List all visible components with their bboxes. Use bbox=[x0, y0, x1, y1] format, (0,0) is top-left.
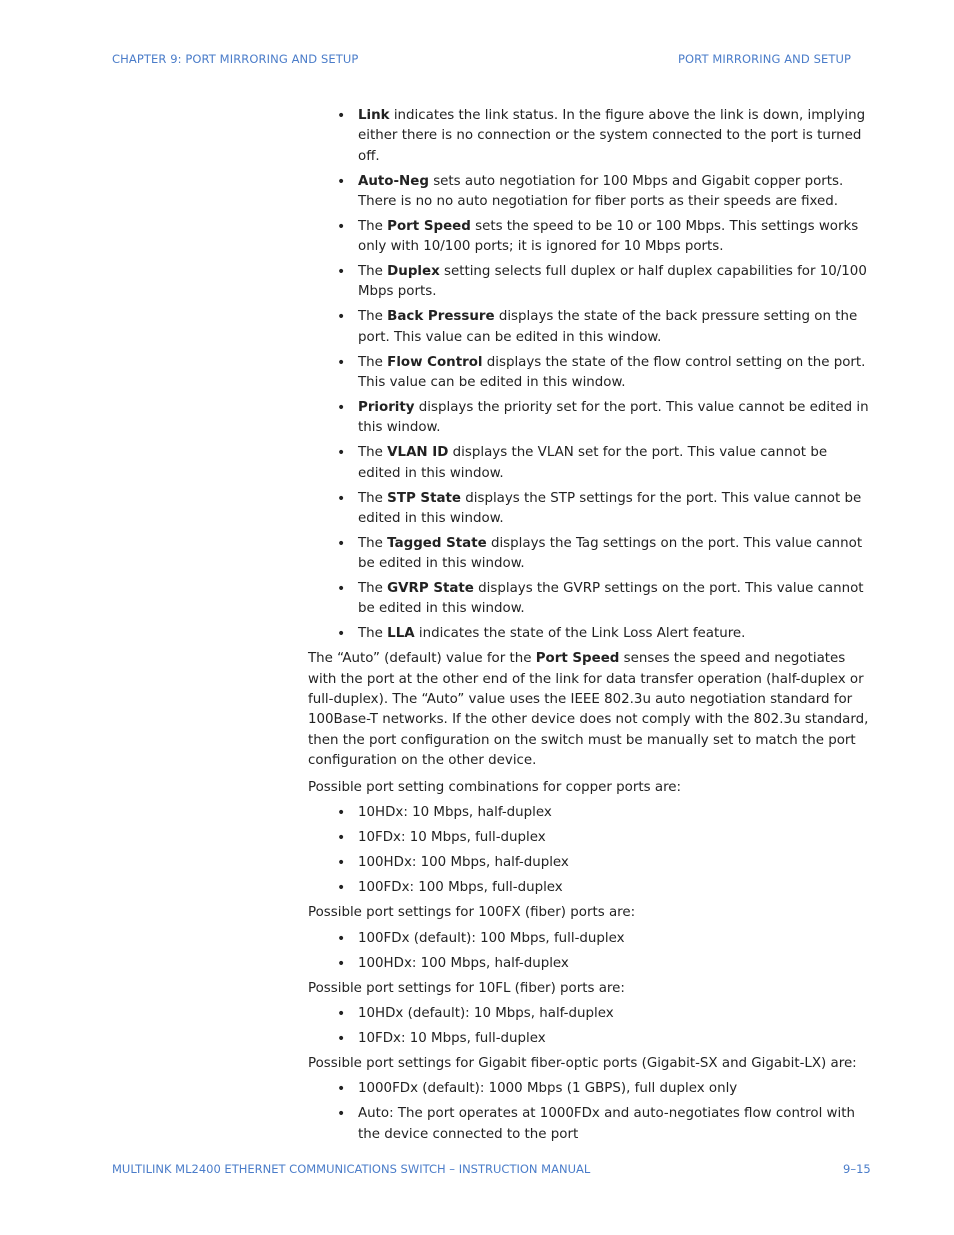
fiber10-intro: Possible port settings for 10FL (fiber) ports are: bbox=[308, 980, 625, 996]
fiber10-settings-list bbox=[308, 1004, 870, 1049]
list-item: • The Duplex setting selects full duplex or half duplex capabilities for 10/100 Mbps ports. bbox=[308, 262, 870, 303]
list-item: • The LLA indicates the state of the Link Loss Alert feature. bbox=[308, 624, 870, 644]
list-item: • The GVRP State displays the GVRP settings on the port. This value cannot be edited in this window. bbox=[308, 579, 870, 620]
list-item: • The Port Speed sets the speed to be 10 or 100 Mbps. This settings works only with 10/100 ports; it is ignored for 10 Mbps ports. bbox=[308, 217, 870, 258]
gigabit-intro: Possible port settings for Gigabit fiber-optic ports (Gigabit-SX and Gigabit-LX) are: bbox=[308, 1055, 857, 1071]
list-item: • 100FDx: 100 Mbps, full-duplex bbox=[308, 878, 870, 898]
list-item: • 10HDx (default): 10 Mbps, half-duplex bbox=[308, 1004, 870, 1024]
fiber100-settings-list bbox=[308, 929, 870, 974]
list-item: • The STP State displays the STP settings for the port. This value cannot be edited in this window. bbox=[308, 489, 870, 530]
list-item: • 1000FDx (default): 1000 Mbps (1 GBPS), full duplex only bbox=[308, 1079, 870, 1099]
header-section: PORT MIRRORING AND SETUP bbox=[678, 52, 852, 66]
list-item: • 100HDx: 100 Mbps, half-duplex bbox=[308, 954, 870, 974]
field-descriptions-list bbox=[308, 106, 870, 645]
list-item: • 10FDx: 10 Mbps, full-duplex bbox=[308, 828, 870, 848]
list-item: • The Tagged State displays the Tag settings on the port. This value cannot be edited in this window. bbox=[308, 534, 870, 575]
page-number: 9–15 bbox=[843, 1162, 871, 1176]
header-chapter: CHAPTER 9: PORT MIRRORING AND SETUP bbox=[112, 52, 359, 66]
footer-title: MULTILINK ML2400 ETHERNET COMMUNICATIONS SWITCH – INSTRUCTION MANUAL bbox=[112, 1162, 591, 1176]
list-item: • Auto-Neg sets auto negotiation for 100 Mbps and Gigabit copper ports. There is no no auto negotiation for fiber ports as their speeds are fixed. bbox=[308, 172, 870, 213]
list-item: • The VLAN ID displays the VLAN set for the port. This value cannot be edited in this window. bbox=[308, 443, 870, 484]
list-item: • The Flow Control displays the state of the flow control setting on the port. This value can be edited in this window. bbox=[308, 353, 870, 394]
list-item: • 10HDx: 10 Mbps, half-duplex bbox=[308, 803, 870, 823]
page-body bbox=[308, 106, 870, 1149]
list-item: • Auto: The port operates at 1000FDx and auto-negotiates flow control with the device connected to the port bbox=[308, 1104, 870, 1145]
list-item: • The Back Pressure displays the state of the back pressure setting on the port. This value can be edited in this window. bbox=[308, 307, 870, 348]
list-item: • 100FDx (default): 100 Mbps, full-duplex bbox=[308, 929, 870, 949]
auto-speed-paragraph: The “Auto” (default) value for the Port Speed senses the speed and negotiates with the port at the other end of the link for data transfer operation (half-duplex or full-duplex). The “Auto” value uses the IEEE 802.3u auto negotiation standard for 100Base-T networks. If the other device does not comply with the 802.3u standard, then the port configuration on the switch must be manually set to match the port configuration on the other device. bbox=[308, 651, 869, 768]
list-item: • Priority displays the priority set for the port. This value cannot be edited in this window. bbox=[308, 398, 870, 439]
copper-intro: Possible port setting combinations for copper ports are: bbox=[308, 780, 682, 796]
list-item: • Link indicates the link status. In the figure above the link is down, implying either there is no connection or the system connected to the port is turned off. bbox=[308, 106, 870, 167]
fiber100-intro: Possible port settings for 100FX (fiber) ports are: bbox=[308, 905, 636, 921]
list-item: • 100HDx: 100 Mbps, half-duplex bbox=[308, 853, 870, 873]
copper-settings-list bbox=[308, 803, 870, 898]
gigabit-settings-list bbox=[308, 1079, 870, 1145]
list-item: • 10FDx: 10 Mbps, full-duplex bbox=[308, 1029, 870, 1049]
